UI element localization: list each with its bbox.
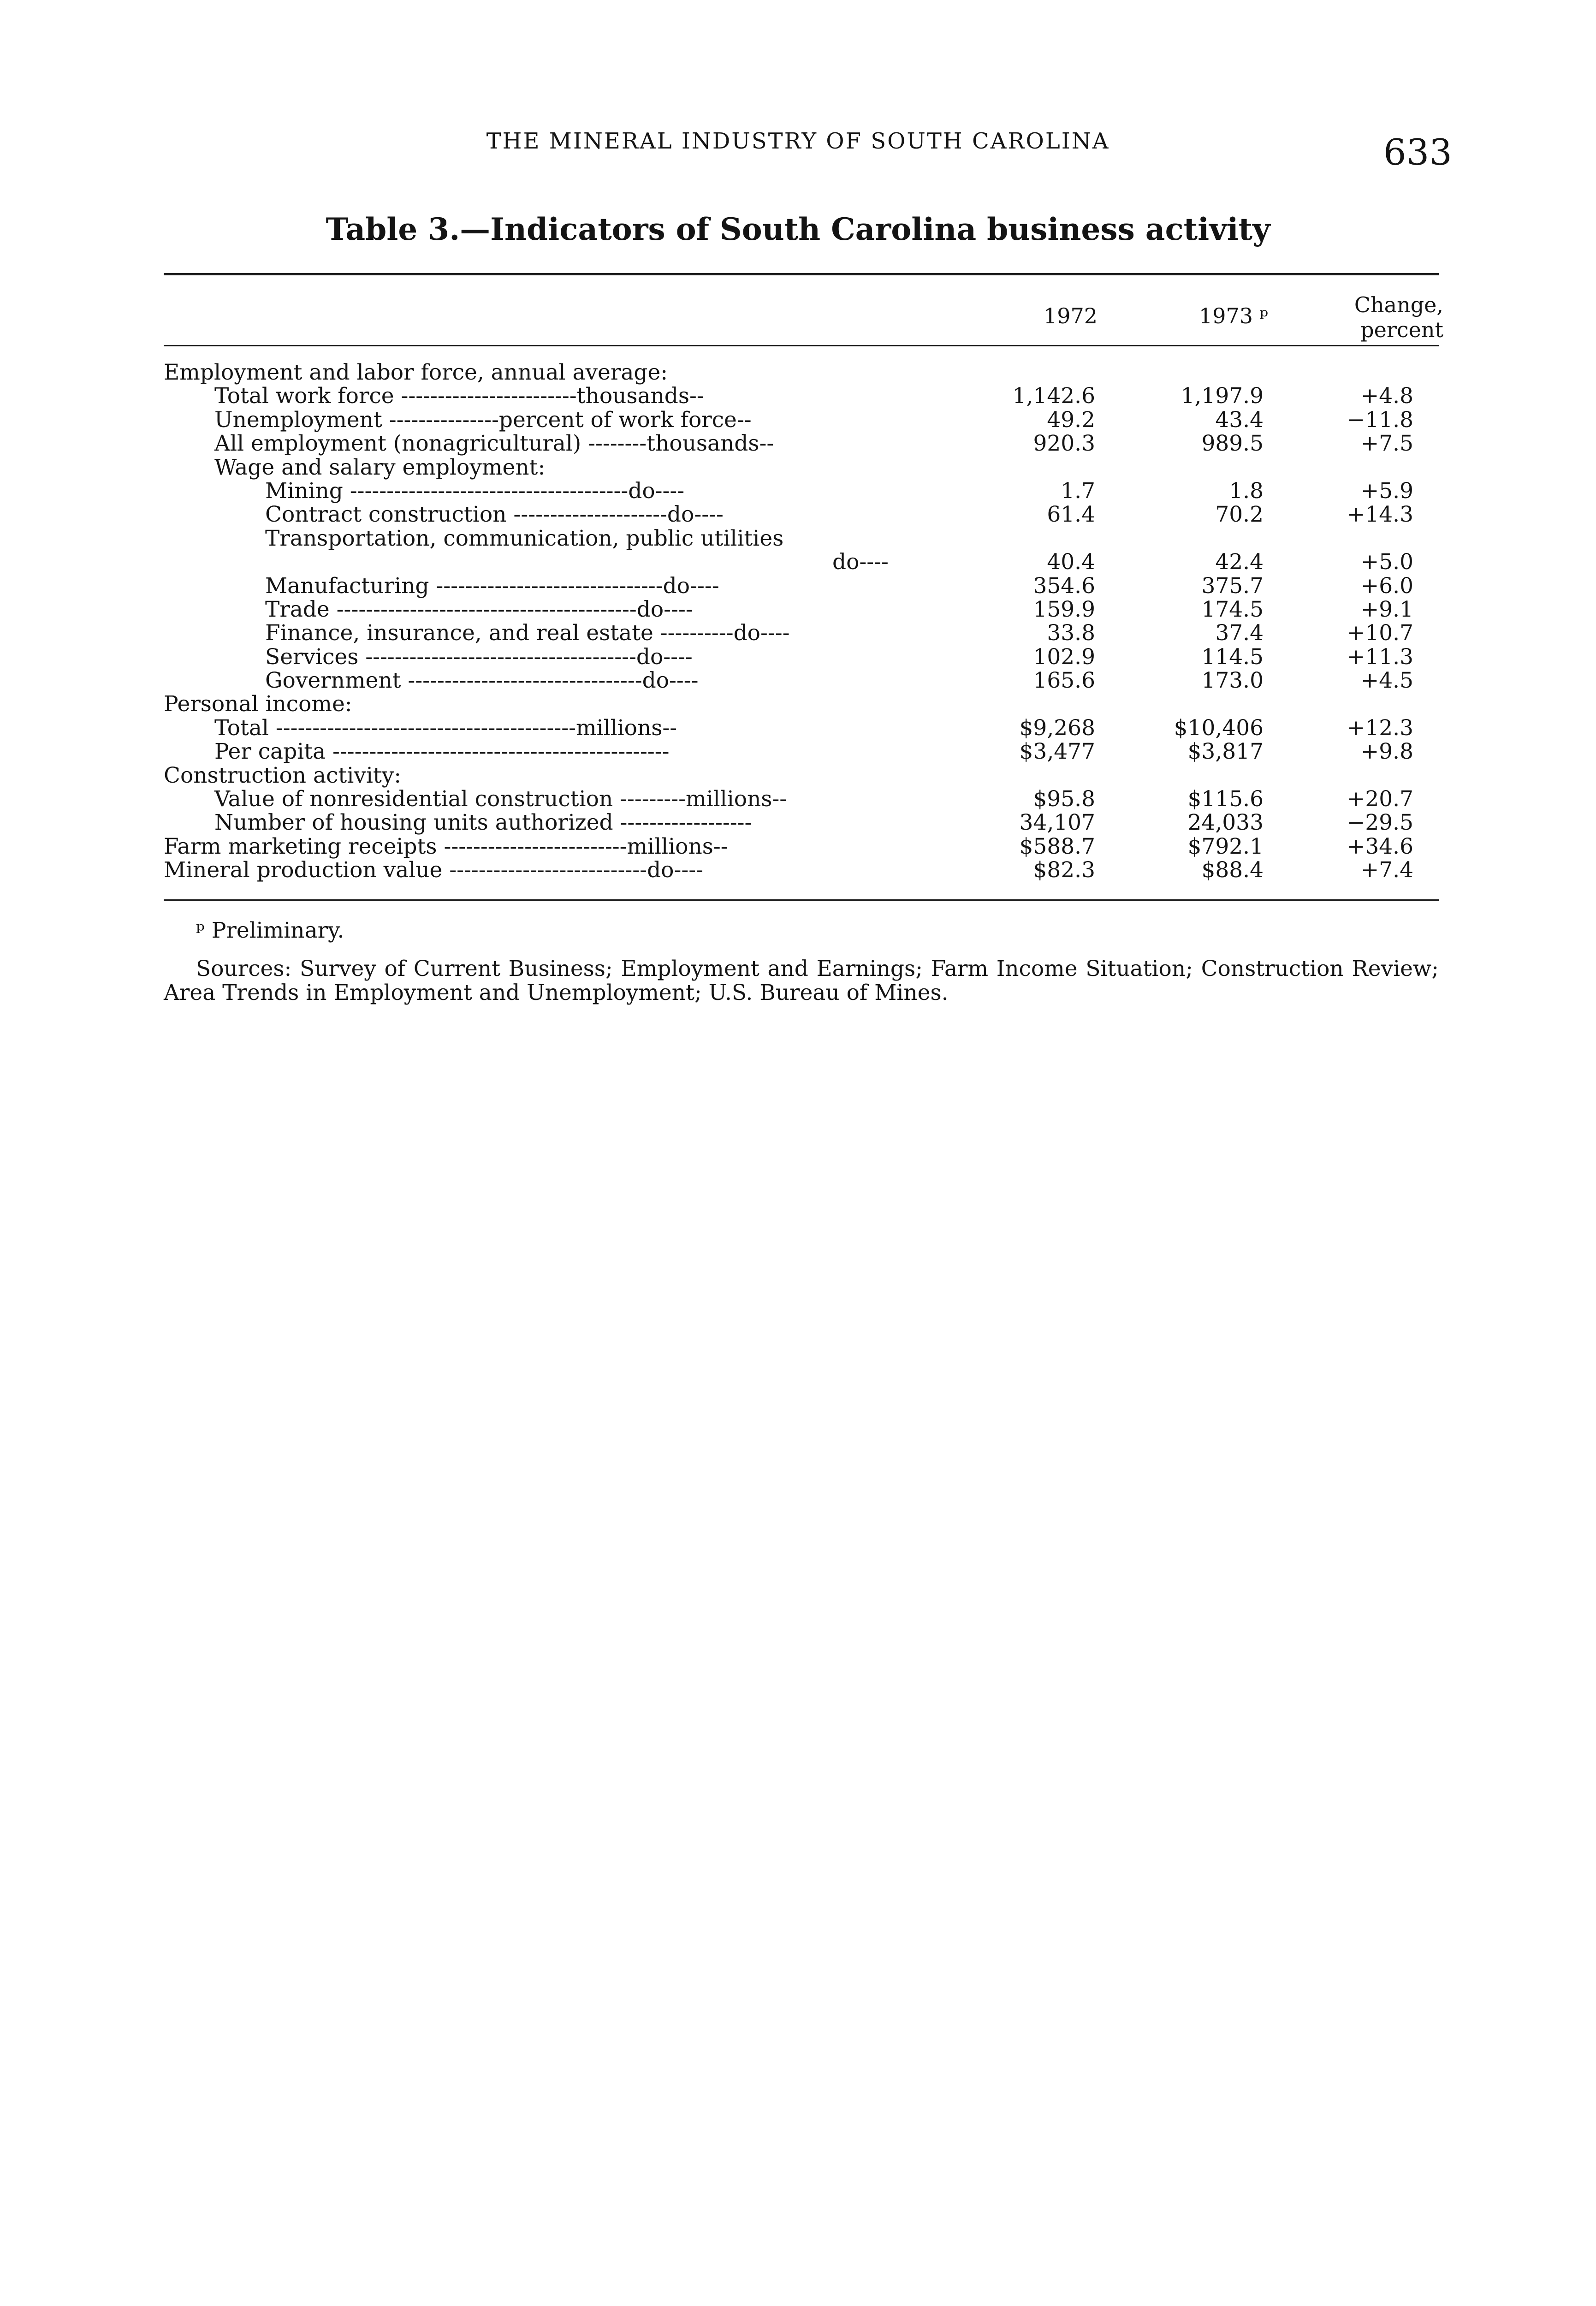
row-label: Per capita ---------------------------------------------- (214, 739, 670, 765)
cell-change-percent: +20.7 (1347, 786, 1413, 812)
table-row (164, 716, 1439, 740)
cell-1973: $88.4 (1201, 857, 1264, 883)
cell-change-percent: +34.6 (1347, 833, 1413, 859)
page-number: 633 (1383, 132, 1452, 173)
table-header-rule (164, 345, 1439, 346)
table-row (164, 764, 1439, 787)
table-title: Table 3.—Indicators of South Carolina business activity (326, 211, 1270, 247)
row-label: Personal income: (164, 691, 352, 717)
cell-1972: 49.2 (1047, 407, 1095, 433)
table-row (164, 669, 1439, 692)
row-label: Employment and labor force, annual average: (164, 360, 668, 385)
cell-change-percent: +12.3 (1347, 715, 1413, 741)
cell-1972: $95.8 (1033, 786, 1095, 812)
row-label: Transportation, communication, public utilities (265, 525, 784, 551)
table-row (164, 740, 1439, 763)
column-header-1973: 1973 ᵖ (1198, 303, 1268, 328)
cell-1973: 70.2 (1215, 502, 1264, 528)
cell-1972: $82.3 (1033, 857, 1095, 883)
cell-1973: $115.6 (1187, 786, 1264, 812)
row-label: do---- (832, 549, 889, 575)
cell-1972: 40.4 (1047, 549, 1095, 575)
cell-1973: 42.4 (1215, 549, 1264, 575)
cell-1973: 173.0 (1201, 668, 1264, 694)
cell-1972: 34,107 (1019, 810, 1095, 836)
table-row (164, 408, 1439, 432)
column-header-change-line1: Change, (1354, 292, 1443, 317)
table-row (164, 858, 1439, 882)
footnote-preliminary: ᵖ Preliminary. (196, 918, 344, 943)
cell-1973: $3,817 (1187, 739, 1264, 765)
table-row (164, 645, 1439, 669)
cell-1973: 114.5 (1201, 644, 1264, 670)
cell-change-percent: +11.3 (1347, 644, 1413, 670)
cell-change-percent: +9.1 (1360, 596, 1413, 622)
table-body (164, 361, 1439, 882)
cell-change-percent: +5.0 (1360, 549, 1413, 575)
cell-1973: $10,406 (1174, 715, 1264, 741)
cell-1973: 43.4 (1215, 407, 1264, 433)
cell-1973: 989.5 (1201, 431, 1264, 457)
table-row (164, 527, 1439, 550)
row-label: Government --------------------------------do---- (265, 668, 699, 694)
row-label: Finance, insurance, and real estate ----------do---- (265, 620, 790, 646)
table-row (164, 835, 1439, 858)
table-row (164, 598, 1439, 621)
row-label: Total -----------------------------------------millions-- (214, 715, 677, 741)
row-label: Mining --------------------------------------do---- (265, 478, 685, 504)
cell-change-percent: +9.8 (1360, 739, 1413, 765)
cell-1973: 174.5 (1201, 596, 1264, 622)
cell-1973: 375.7 (1201, 573, 1264, 599)
cell-1973: 24,033 (1187, 810, 1264, 836)
cell-1973: 1,197.9 (1181, 383, 1264, 409)
table-row (164, 479, 1439, 503)
table-row (164, 432, 1439, 455)
column-header-change-line2: percent (1360, 317, 1443, 342)
cell-change-percent: +5.9 (1360, 478, 1413, 504)
cell-change-percent: −29.5 (1347, 810, 1413, 836)
cell-1972: $9,268 (1019, 715, 1095, 741)
sources-note (164, 957, 1439, 1005)
cell-change-percent: +10.7 (1347, 620, 1413, 646)
table-row (164, 503, 1439, 526)
table-row (164, 787, 1439, 811)
row-label: Farm marketing receipts -------------------------millions-- (164, 833, 728, 859)
table-bottom-rule (164, 899, 1439, 901)
column-header-1972: 1972 (1043, 303, 1098, 328)
cell-1973: $792.1 (1187, 833, 1264, 859)
cell-change-percent: +4.8 (1360, 383, 1413, 409)
row-label: Unemployment ---------------percent of work force-- (214, 407, 752, 433)
table-row (164, 811, 1439, 834)
cell-1973: 37.4 (1215, 620, 1264, 646)
column-header-change (1314, 292, 1443, 342)
cell-1973: 1.8 (1229, 478, 1264, 504)
cell-change-percent: +6.0 (1360, 573, 1413, 599)
row-label: Total work force ------------------------thousands-- (214, 383, 704, 409)
cell-1972: $588.7 (1019, 833, 1095, 859)
cell-1972: 33.8 (1047, 620, 1095, 646)
row-label: Manufacturing -------------------------------do---- (265, 573, 719, 599)
row-label: All employment (nonagricultural) --------thousands-- (214, 431, 774, 457)
cell-change-percent: +14.3 (1347, 502, 1413, 528)
cell-1972: 1,142.6 (1012, 383, 1095, 409)
table-row (164, 456, 1439, 479)
cell-1972: 1.7 (1061, 478, 1095, 504)
cell-1972: 61.4 (1047, 502, 1095, 528)
table-row (164, 692, 1439, 716)
table-top-rule (164, 273, 1439, 275)
row-label: Services -------------------------------------do---- (265, 644, 693, 670)
row-label: Number of housing units authorized ------------------ (214, 810, 752, 836)
sources-text: Sources: Survey of Current Business; Employment and Earnings; Farm Income Situation; Construction Review; Area Trends in Employment and Unemployment; U.S. Bureau of Mines. (164, 956, 1439, 1005)
cell-1972: 159.9 (1033, 596, 1095, 622)
table-row (164, 384, 1439, 408)
cell-1972: 102.9 (1033, 644, 1095, 670)
cell-change-percent: +7.5 (1360, 431, 1413, 457)
running-head: THE MINERAL INDUSTRY OF SOUTH CAROLINA (486, 128, 1110, 154)
cell-1972: 354.6 (1033, 573, 1095, 599)
row-label: Contract construction ---------------------do---- (265, 502, 724, 528)
cell-1972: $3,477 (1019, 739, 1095, 765)
cell-change-percent: +4.5 (1360, 668, 1413, 694)
table-row (164, 361, 1439, 384)
row-label: Construction activity: (164, 762, 402, 788)
cell-change-percent: +7.4 (1360, 857, 1413, 883)
table-row (164, 550, 1439, 574)
table-row (164, 621, 1439, 645)
row-label: Wage and salary employment: (214, 454, 546, 480)
cell-change-percent: −11.8 (1347, 407, 1413, 433)
cell-1972: 165.6 (1033, 668, 1095, 694)
row-label: Value of nonresidential construction ---------millions-- (214, 786, 787, 812)
row-label: Mineral production value ---------------------------do---- (164, 857, 703, 883)
row-label: Trade -----------------------------------------do---- (265, 596, 693, 622)
table-row (164, 574, 1439, 598)
cell-1972: 920.3 (1033, 431, 1095, 457)
